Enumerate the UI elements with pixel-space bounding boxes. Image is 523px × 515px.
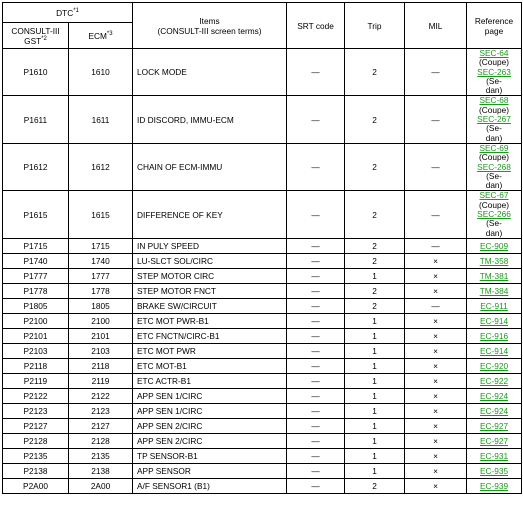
mil-indicator: × (405, 373, 467, 388)
consult-code: P2118 (3, 358, 69, 373)
reference-link[interactable]: EC-927 (479, 435, 509, 446)
header-dtc (3, 3, 133, 23)
ecm-code: 1610 (69, 49, 133, 96)
ecm-code: 2103 (69, 343, 133, 358)
header-ref: Reference page (467, 3, 522, 49)
trip-count: 1 (345, 403, 405, 418)
reference-cell (467, 191, 522, 238)
mil-indicator: × (405, 343, 467, 358)
header-items-line2: (CONSULT-III screen terms) (157, 25, 262, 36)
consult-code: P1715 (3, 238, 69, 253)
header-mil: MIL (405, 3, 467, 49)
consult-code: P2103 (3, 343, 69, 358)
table-row (3, 433, 522, 448)
srt-code: — (287, 283, 345, 298)
consult-code: P1612 (3, 143, 69, 190)
table-row (3, 96, 522, 143)
reference-cell (467, 373, 522, 388)
consult-code: P2127 (3, 418, 69, 433)
footnote-marker: *1 (73, 7, 79, 14)
reference-cell (467, 403, 522, 418)
consult-code: P2101 (3, 328, 69, 343)
trip-count: 2 (345, 283, 405, 298)
ecm-code: 2122 (69, 388, 133, 403)
trip-count: 2 (345, 238, 405, 253)
reference-note: dan) (485, 180, 503, 191)
trip-count: 1 (345, 433, 405, 448)
consult-code: P2100 (3, 313, 69, 328)
reference-link[interactable]: SEC-266 (477, 209, 511, 220)
table-row (3, 448, 522, 463)
footnote-marker: *3 (106, 30, 113, 37)
ecm-code: 2100 (69, 313, 133, 328)
table-row (3, 463, 522, 478)
srt-code: — (287, 373, 345, 388)
srt-code: — (287, 358, 345, 373)
trip-count: 1 (345, 313, 405, 328)
srt-code: — (287, 343, 345, 358)
consult-code: P2122 (3, 388, 69, 403)
ecm-code: 2135 (69, 448, 133, 463)
consult-code: P1610 (3, 49, 69, 96)
table-row (3, 283, 522, 298)
header-consult: CONSULT-III GST$^{*2}$ (3, 23, 69, 49)
reference-note: (Se- (486, 123, 502, 134)
reference-link[interactable]: TM-384 (479, 285, 509, 296)
trip-count: 1 (345, 268, 405, 283)
reference-note: (Se- (486, 170, 502, 181)
ecm-code: 1611 (69, 96, 133, 143)
trip-count: 1 (345, 328, 405, 343)
reference-link[interactable]: SEC-263 (477, 66, 511, 77)
consult-code: P2119 (3, 373, 69, 388)
reference-cell (467, 358, 522, 373)
srt-code: — (287, 403, 345, 418)
table-row (3, 358, 522, 373)
reference-cell (467, 433, 522, 448)
mil-indicator: — (405, 298, 467, 313)
srt-code: — (287, 448, 345, 463)
reference-link[interactable]: EC-927 (479, 420, 509, 431)
item-name: STEP MOTOR FNCT (133, 283, 287, 298)
mil-indicator: × (405, 328, 467, 343)
mil-indicator: — (405, 238, 467, 253)
mil-indicator: × (405, 403, 467, 418)
reference-link[interactable]: SEC-268 (477, 161, 511, 172)
item-name: APP SEN 1/CIRC (133, 403, 287, 418)
item-name: DIFFERENCE OF KEY (133, 191, 287, 238)
srt-code: — (287, 143, 345, 190)
table-row (3, 313, 522, 328)
reference-cell (467, 313, 522, 328)
consult-code: P2138 (3, 463, 69, 478)
reference-link[interactable]: EC-911 (480, 300, 508, 311)
table-row (3, 268, 522, 283)
srt-code: — (287, 191, 345, 238)
reference-link[interactable]: SEC-69 (479, 142, 509, 153)
ecm-code: 1612 (69, 143, 133, 190)
item-name: APP SEN 2/CIRC (133, 418, 287, 433)
mil-indicator: × (405, 418, 467, 433)
trip-count: 2 (345, 478, 405, 493)
dtc-table (2, 2, 522, 494)
consult-code: P1615 (3, 191, 69, 238)
trip-count: 2 (345, 298, 405, 313)
reference-cell (467, 49, 522, 96)
item-name: APP SENSOR (133, 463, 287, 478)
srt-code: — (287, 418, 345, 433)
ecm-code: 2127 (69, 418, 133, 433)
item-name: ETC FNCTN/CIRC-B1 (133, 328, 287, 343)
item-name: IN PULY SPEED (133, 238, 287, 253)
item-name: LU-SLCT SOL/CIRC (133, 253, 287, 268)
reference-cell (467, 343, 522, 358)
ecm-code: 2128 (69, 433, 133, 448)
ecm-code: 2123 (69, 403, 133, 418)
table-row (3, 191, 522, 238)
header-items-line1: Items (199, 15, 220, 26)
trip-count: 1 (345, 448, 405, 463)
reference-cell (467, 268, 522, 283)
ecm-code: 2119 (69, 373, 133, 388)
trip-count: 2 (345, 49, 405, 96)
reference-link[interactable]: EC-909 (479, 240, 509, 251)
reference-cell (467, 448, 522, 463)
ecm-code: 1805 (69, 298, 133, 313)
trip-count: 1 (345, 373, 405, 388)
consult-code: P1805 (3, 298, 69, 313)
table-row (3, 238, 522, 253)
reference-cell (467, 478, 522, 493)
trip-count: 1 (345, 358, 405, 373)
reference-link[interactable]: EC-914 (479, 345, 509, 356)
reference-link[interactable]: TM-358 (479, 255, 509, 266)
srt-code: — (287, 433, 345, 448)
trip-count: 2 (345, 96, 405, 143)
table-row (3, 49, 522, 96)
ecm-code: 2A00 (69, 478, 133, 493)
reference-link[interactable]: EC-922 (479, 375, 509, 386)
mil-indicator: × (405, 358, 467, 373)
srt-code: — (287, 298, 345, 313)
mil-indicator: × (405, 448, 467, 463)
reference-cell (467, 298, 522, 313)
consult-code: P2128 (3, 433, 69, 448)
table-row (3, 388, 522, 403)
reference-cell (467, 143, 522, 190)
item-name: TP SENSOR-B1 (133, 448, 287, 463)
reference-link[interactable]: TM-381 (479, 270, 509, 281)
reference-link[interactable]: SEC-64 (479, 48, 509, 58)
srt-code: — (287, 238, 345, 253)
consult-code: P1740 (3, 253, 69, 268)
srt-code: — (287, 478, 345, 493)
header-dtc-label: DTC$^{*1}$ (56, 7, 79, 18)
ecm-code: 2138 (69, 463, 133, 478)
trip-count: 1 (345, 388, 405, 403)
mil-indicator: — (405, 143, 467, 190)
reference-note: (Coupe) (479, 104, 509, 115)
trip-count: 1 (345, 463, 405, 478)
mil-indicator: — (405, 49, 467, 96)
table-row (3, 328, 522, 343)
ecm-code: 2101 (69, 328, 133, 343)
ecm-code: 2118 (69, 358, 133, 373)
reference-note: (Coupe) (479, 57, 509, 68)
table-row (3, 418, 522, 433)
reference-note: dan) (485, 227, 503, 238)
item-name: BRAKE SW/CIRCUIT (133, 298, 287, 313)
srt-code: — (287, 328, 345, 343)
trip-count: 1 (345, 418, 405, 433)
reference-note: (Coupe) (479, 152, 509, 163)
reference-link[interactable]: EC-935 (479, 465, 509, 476)
item-name: APP SEN 1/CIRC (133, 388, 287, 403)
reference-cell (467, 418, 522, 433)
srt-code: — (287, 96, 345, 143)
trip-count: 2 (345, 253, 405, 268)
header-trip: Trip (345, 3, 405, 49)
consult-code: P2123 (3, 403, 69, 418)
reference-link[interactable]: SEC-68 (479, 95, 509, 106)
reference-link[interactable]: SEC-267 (477, 114, 511, 125)
table-row (3, 478, 522, 493)
item-name: ID DISCORD, IMMU-ECM (133, 96, 287, 143)
header-ecm: ECM$^{*3}$ (69, 23, 133, 49)
mil-indicator: × (405, 463, 467, 478)
reference-link[interactable]: SEC-67 (479, 190, 509, 201)
ecm-code: 1777 (69, 268, 133, 283)
trip-count: 2 (345, 143, 405, 190)
table-row (3, 143, 522, 190)
reference-cell (467, 253, 522, 268)
item-name: A/F SENSOR1 (B1) (133, 478, 287, 493)
reference-cell (467, 96, 522, 143)
reference-link[interactable]: EC-920 (479, 360, 509, 371)
trip-count: 2 (345, 191, 405, 238)
reference-cell (467, 388, 522, 403)
reference-link[interactable]: EC-916 (479, 330, 509, 341)
reference-link[interactable]: EC-924 (479, 390, 509, 401)
srt-code: — (287, 268, 345, 283)
item-name: ETC MOT PWR (133, 343, 287, 358)
item-name: LOCK MODE (133, 49, 287, 96)
reference-note: (Se- (486, 75, 502, 86)
item-name: ETC MOT-B1 (133, 358, 287, 373)
item-name: CHAIN OF ECM-IMMU (133, 143, 287, 190)
srt-code: — (287, 463, 345, 478)
table-row (3, 373, 522, 388)
item-name: ETC MOT PWR-B1 (133, 313, 287, 328)
reference-link[interactable]: EC-931 (479, 450, 509, 461)
footnote-marker: *2 (41, 35, 47, 42)
mil-indicator: × (405, 283, 467, 298)
reference-link[interactable]: EC-914 (479, 315, 509, 326)
consult-code: P1777 (3, 268, 69, 283)
item-name: STEP MOTOR CIRC (133, 268, 287, 283)
header-items (133, 3, 287, 49)
mil-indicator: × (405, 253, 467, 268)
reference-cell (467, 283, 522, 298)
mil-indicator: × (405, 268, 467, 283)
trip-count: 1 (345, 343, 405, 358)
consult-code: P2A00 (3, 478, 69, 493)
mil-indicator: × (405, 478, 467, 493)
ecm-code: 1715 (69, 238, 133, 253)
srt-code: — (287, 388, 345, 403)
item-name: ETC ACTR-B1 (133, 373, 287, 388)
srt-code: — (287, 49, 345, 96)
table-row (3, 253, 522, 268)
reference-link[interactable]: EC-939 (479, 480, 509, 491)
reference-link[interactable]: EC-924 (479, 405, 509, 416)
reference-cell (467, 463, 522, 478)
mil-indicator: × (405, 388, 467, 403)
consult-code: P1611 (3, 96, 69, 143)
table-row (3, 343, 522, 358)
mil-indicator: — (405, 96, 467, 143)
reference-note: (Se- (486, 218, 502, 229)
consult-code: P2135 (3, 448, 69, 463)
header-srt: SRT code (287, 3, 345, 49)
table-row (3, 403, 522, 418)
ecm-code: 1778 (69, 283, 133, 298)
table-row (3, 298, 522, 313)
reference-cell (467, 328, 522, 343)
mil-indicator: — (405, 191, 467, 238)
reference-note: (Coupe) (479, 199, 509, 210)
ecm-code: 1615 (69, 191, 133, 238)
srt-code: — (287, 313, 345, 328)
reference-note: dan) (485, 85, 503, 96)
mil-indicator: × (405, 433, 467, 448)
reference-note: dan) (485, 132, 503, 143)
item-name: APP SEN 2/CIRC (133, 433, 287, 448)
consult-code: P1778 (3, 283, 69, 298)
srt-code: — (287, 253, 345, 268)
reference-cell (467, 238, 522, 253)
mil-indicator: × (405, 313, 467, 328)
ecm-code: 1740 (69, 253, 133, 268)
